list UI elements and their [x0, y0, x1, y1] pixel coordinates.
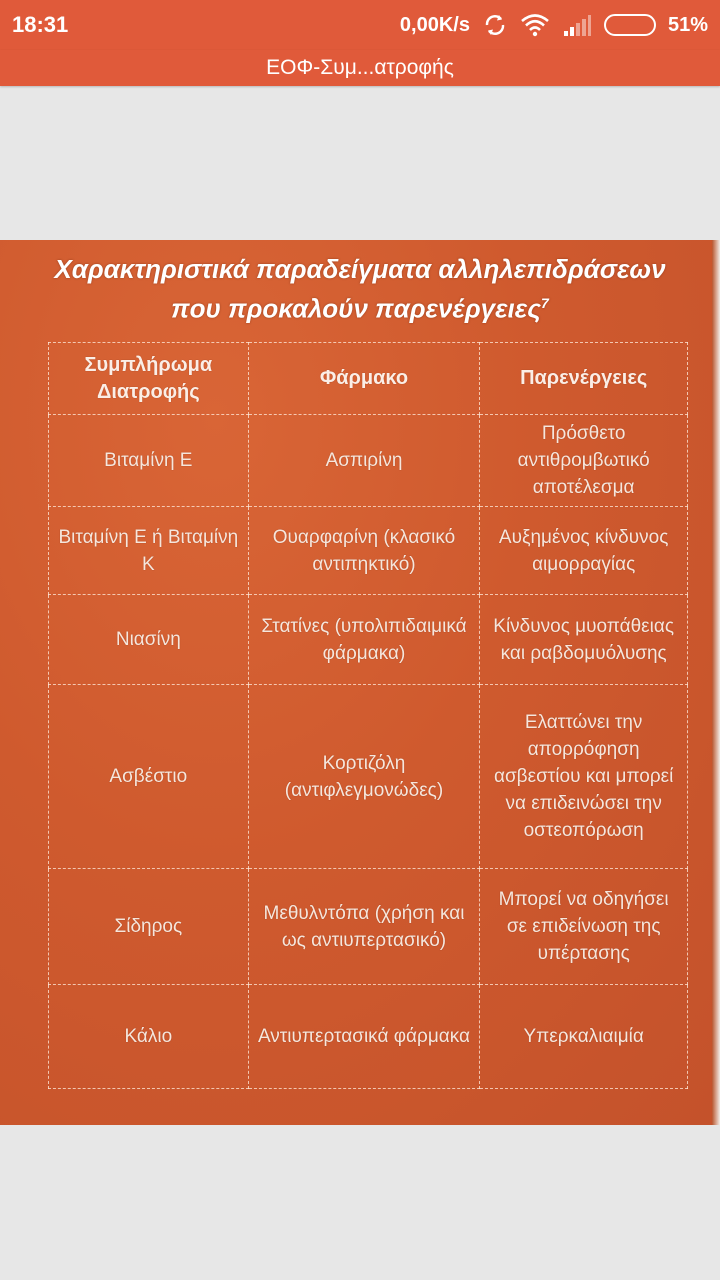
cell-side-effect: Υπερκαλιαιμία [480, 985, 688, 1089]
cell-side-effect: Αυξημένος κίνδυνος αιμορραγίας [480, 507, 688, 595]
cell-side-effect: Μπορεί να οδηγήσει σε επιδείνωση της υπέρτασης [480, 869, 688, 985]
document-page [0, 240, 720, 1125]
cell-supplement: Βιταμίνη Ε ή Βιταμίνη Κ [49, 507, 249, 595]
cell-side-effect: Ελαττώνει την απορρόφηση ασβεστίου και μπορεί να επιδεινώσει την οστεοπόρωση [480, 685, 688, 869]
header-supplement: Συμπλήρωμα Διατροφής [49, 343, 249, 415]
cell-side-effect: Κίνδυνος μυοπάθειας και ραβδομυόλυσης [480, 595, 688, 685]
table-row [49, 985, 688, 1089]
cell-drug: Ασπιρίνη [248, 415, 480, 507]
header-side-effects: Παρενέργειες [480, 343, 688, 415]
cell-drug: Στατίνες (υπολιπιδαιμικά φάρμακα) [248, 595, 480, 685]
battery-icon [604, 14, 656, 36]
status-time: 18:31 [12, 12, 69, 37]
battery-percent: 51% [667, 13, 708, 36]
cell-drug: Μεθυλντόπα (χρήση και ως αντιυπερτασικό) [248, 869, 480, 985]
cell-supplement: Κάλιο [49, 985, 249, 1089]
network-speed: 0,00K/s [399, 13, 470, 36]
cell-supplement: Ασβέστιο [49, 685, 249, 869]
cell-supplement: Νιασίνη [49, 595, 249, 685]
footnote-ref: 7 [541, 295, 549, 311]
signal-icon [562, 13, 592, 37]
table-header-row [49, 343, 688, 415]
table-row [49, 415, 688, 507]
table-row [49, 685, 688, 869]
cell-side-effect: Πρόσθετο αντιθρομβωτικό αποτέλεσμα [480, 415, 688, 507]
header-drug: Φάρμακο [248, 343, 480, 415]
table-row [49, 507, 688, 595]
table-title-line2: που προκαλούν παρενέργειες$^7$ [171, 293, 549, 324]
table-row [49, 869, 688, 985]
table-title-line1: Χαρακτηριστικά παραδείγματα αλληλεπιδράσεων [54, 254, 666, 284]
interactions-table [48, 342, 688, 1089]
cell-drug: Ουαρφαρίνη (κλασικό αντιπηκτικό) [248, 507, 480, 595]
table-title [0, 252, 720, 326]
cell-drug: Αντιυπερτασικά φάρμακα [248, 985, 480, 1089]
wifi-icon [520, 13, 550, 37]
document-title: ΕΟΦ-Συμ...ατροφής [266, 56, 454, 79]
cell-supplement: Βιταμίνη Ε [49, 415, 249, 507]
cell-drug: Κορτιζόλη (αντιφλεγμονώδες) [248, 685, 480, 869]
sync-icon [482, 12, 508, 38]
cell-supplement: Σίδηρος [49, 869, 249, 985]
app-title-bar [0, 50, 720, 86]
status-right [400, 12, 708, 38]
status-bar [0, 0, 720, 50]
page-edge [712, 240, 720, 1125]
table-row [49, 595, 688, 685]
